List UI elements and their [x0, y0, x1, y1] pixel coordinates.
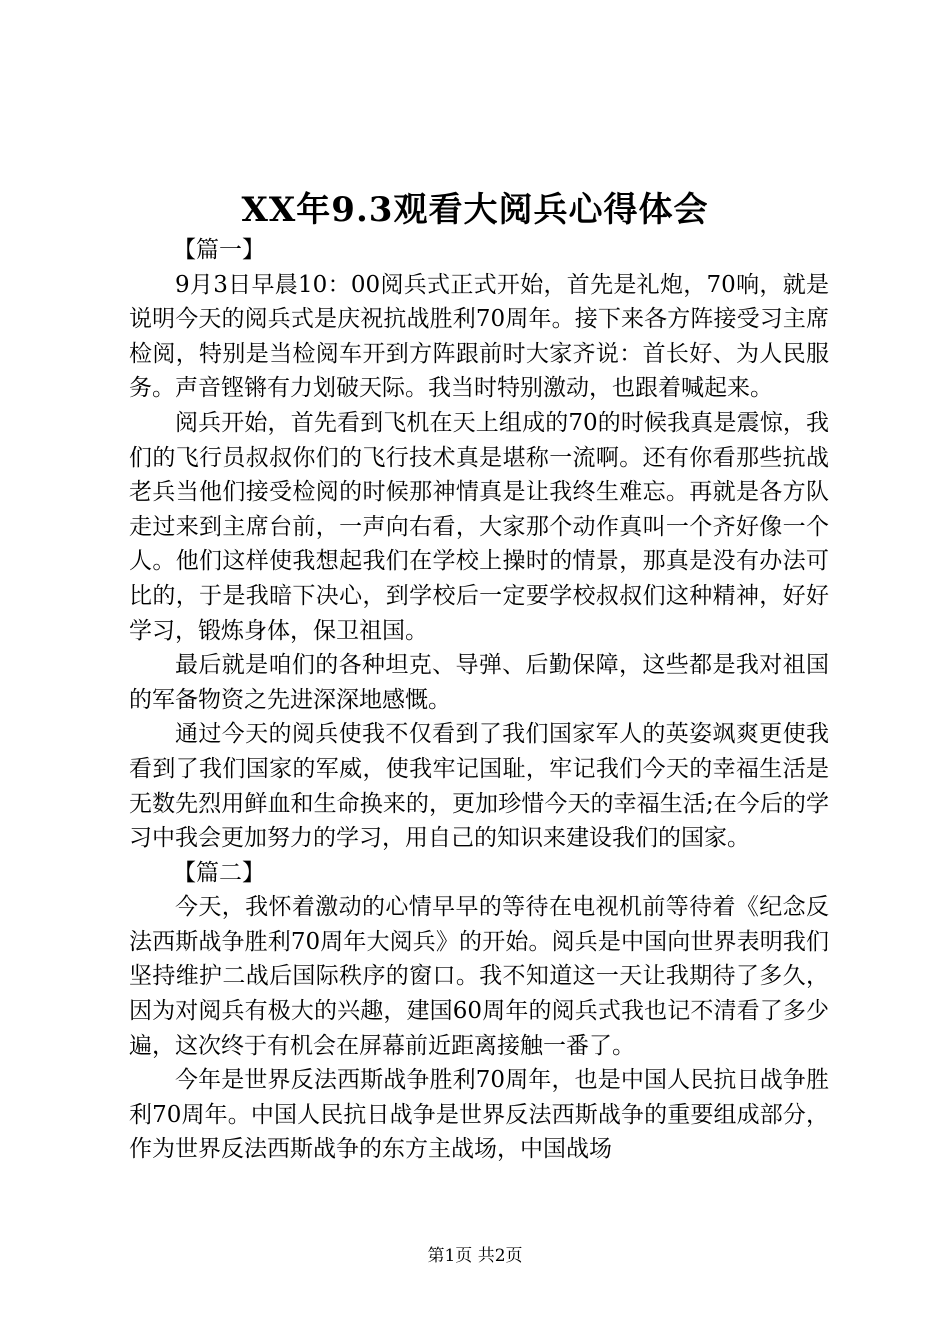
section-label: 【篇二】 [173, 859, 265, 886]
section-two [129, 856, 829, 1167]
section-one [129, 233, 829, 856]
paragraph: 9月3日早晨10：00阅兵式正式开始，首先是礼炮，70响，就是说明今天的阅兵式是庆祝抗战胜利70周年。接下来各方阵接受习主席检阅，特别是当检阅车开到方阵跟前时大家齐说：首长好、为人民服务。声音铿锵有力划破天际。我当时特别激动，也跟着喊起来。 [129, 271, 829, 402]
page-footer: 第1页 共2页 [427, 1246, 523, 1266]
paragraph: 通过今天的阅兵使我不仅看到了我们国家军人的英姿飒爽更使我看到了我们国家的军威，使我牢记国耻，牢记我们今天的幸福生活是无数先烈用鲜血和生命换来的，更加珍惜今天的幸福生活;在今后的学习中我会更加努力的学习，用自己的知识来建设我们的国家。 [129, 721, 829, 852]
section-label: 【篇一】 [173, 237, 265, 263]
document-title: XX年9.3观看大阅兵心得体会 [241, 190, 709, 230]
paragraph: 阅兵开始，首先看到飞机在天上组成的70的时候我真是震惊，我们的飞行员叔叔你们的飞行技术真是堪称一流啊。还有你看那些抗战老兵当他们接受检阅的时候那神情真是让我终生难忘。再就是各方队走过来到主席台前，一声向右看，大家那个动作真叫一个齐好像一个人。他们这样使我想起我们在学校上操时的情景，那真是没有办法可比的，于是我暗下决心，到学校后一定要学校叔叔们这种精神，好好学习，锻炼身体，保卫祖国。 [129, 409, 829, 644]
paragraph: 最后就是咱们的各种坦克、导弹、后勤保障，这些都是我对祖国的军备物资之先进深深地感慨。 [129, 652, 829, 713]
paragraph: 今天，我怀着激动的心情早早的等待在电视机前等待着《纪念反法西斯战争胜利70周年大阅兵》的开始。阅兵是中国向世界表明我们坚持维护二战后国际秩序的窗口。我不知道这一天让我期待了多久，因为对阅兵有极大的兴趣，建国60周年的阅兵式我也记不清看了多少遍，这次终于有机会在屏幕前近距离接触一番了。 [129, 894, 829, 1059]
document-body [129, 233, 829, 1167]
paragraph: 今年是世界反法西斯战争胜利70周年，也是中国人民抗日战争胜利70周年。中国人民抗日战争是世界反法西斯战争的重要组成部分，作为世界反法西斯战争的东方主战场，中国战场 [129, 1067, 829, 1163]
